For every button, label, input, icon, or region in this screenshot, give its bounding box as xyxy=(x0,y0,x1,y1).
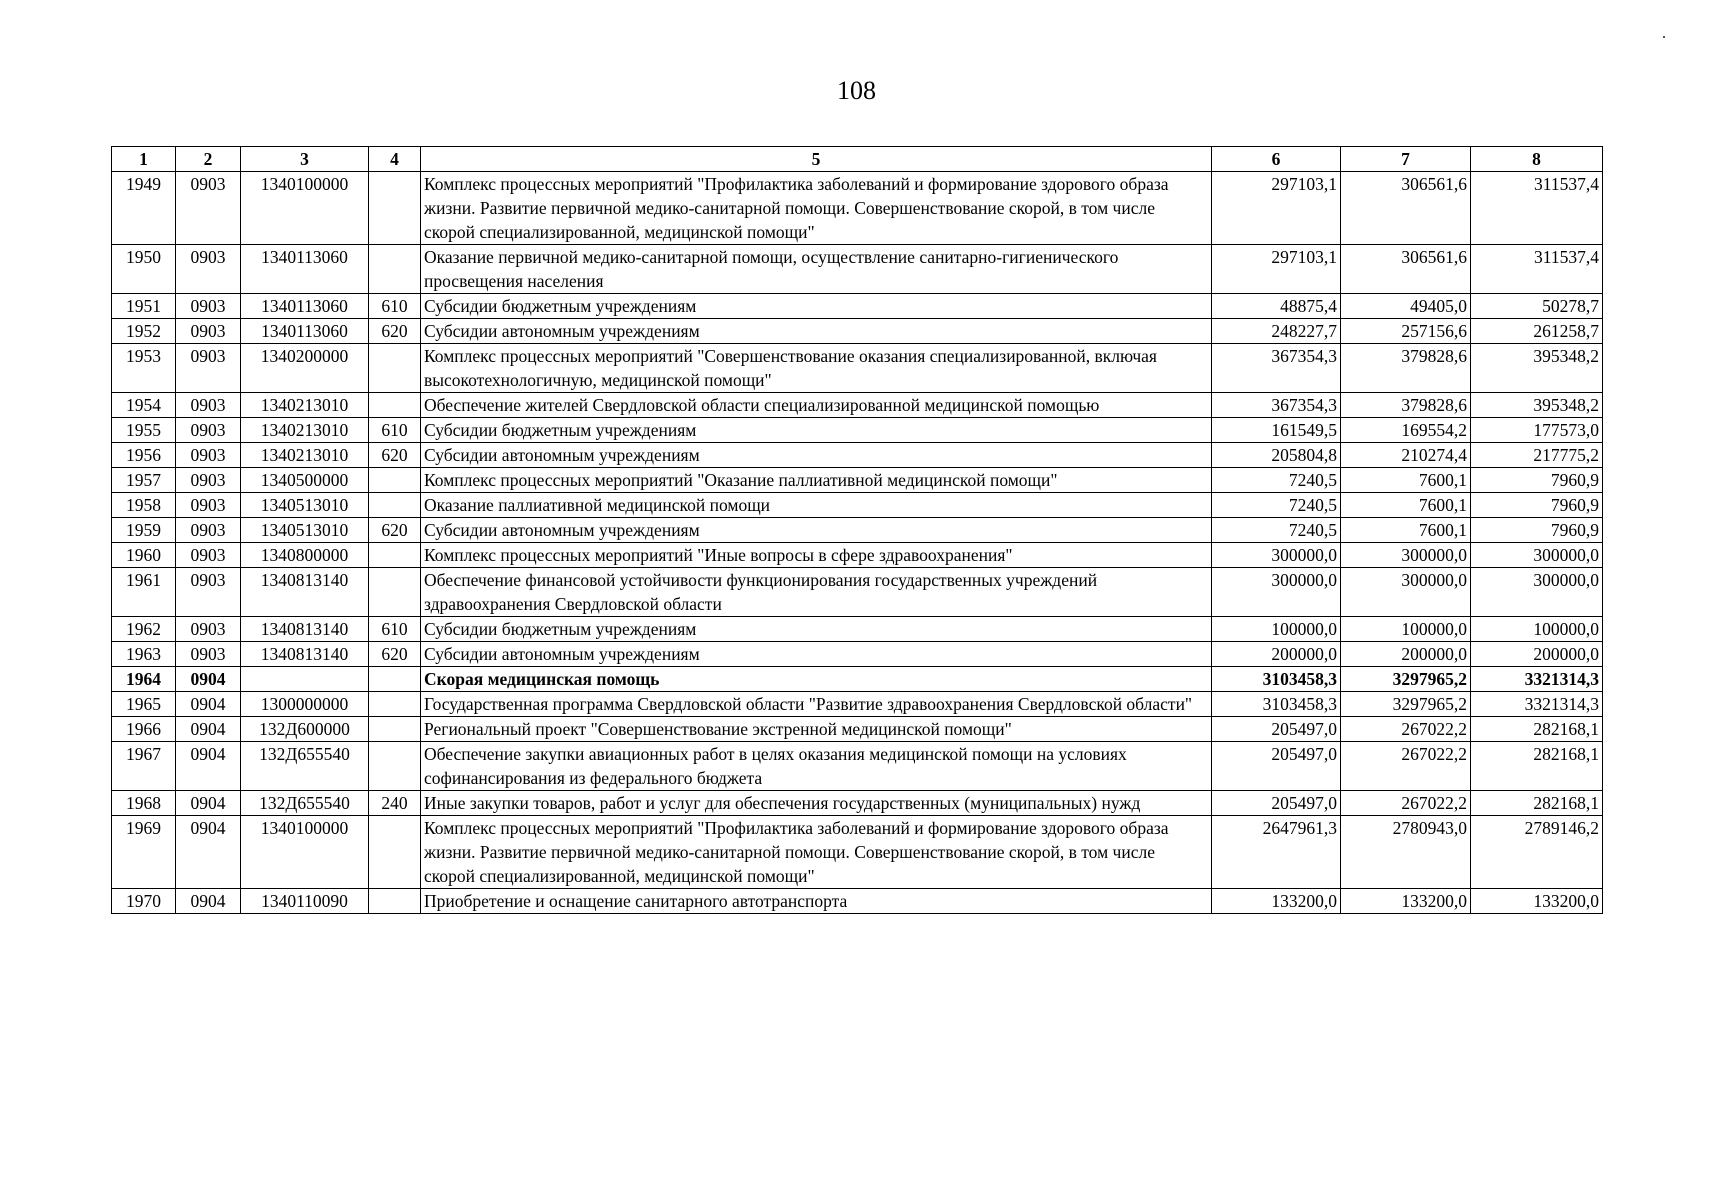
amount-col7-cell: 267022,2 xyxy=(1341,791,1471,816)
table-row xyxy=(112,889,1603,914)
amount-col8-cell: 395348,2 xyxy=(1471,393,1603,418)
item-name-cell: Субсидии автономным учреждениям xyxy=(421,319,1212,344)
section-code-cell: 0903 xyxy=(176,172,241,245)
amount-col8-cell: 300000,0 xyxy=(1471,543,1603,568)
amount-col6-cell: 367354,3 xyxy=(1212,393,1341,418)
target-code-cell: 1300000000 xyxy=(241,692,369,717)
target-code-cell: 1340200000 xyxy=(241,344,369,393)
amount-col7-cell: 257156,6 xyxy=(1341,319,1471,344)
table-row xyxy=(112,393,1603,418)
target-code-cell: 1340100000 xyxy=(241,816,369,889)
expense-type-cell: 240 xyxy=(369,791,421,816)
expense-type-cell: 610 xyxy=(369,617,421,642)
item-name-cell: Обеспечение закупки авиационных работ в целях оказания медицинской помощи на условиях софинансирования из федерального бюджета xyxy=(421,742,1212,791)
amount-col7-cell: 200000,0 xyxy=(1341,642,1471,667)
amount-col8-cell: 3321314,3 xyxy=(1471,692,1603,717)
header-col-3: 3 xyxy=(241,147,369,172)
amount-col7-cell: 3297965,2 xyxy=(1341,667,1471,692)
amount-col8-cell: 282168,1 xyxy=(1471,791,1603,816)
expense-type-cell xyxy=(369,717,421,742)
item-name-cell: Приобретение и оснащение санитарного автотранспорта xyxy=(421,889,1212,914)
item-name-cell: Комплекс процессных мероприятий "Иные вопросы в сфере здравоохранения" xyxy=(421,543,1212,568)
scan-speck xyxy=(1663,36,1665,38)
target-code-cell: 1340113060 xyxy=(241,245,369,294)
expense-type-cell xyxy=(369,393,421,418)
item-name-cell: Оказание паллиативной медицинской помощи xyxy=(421,493,1212,518)
amount-col7-cell: 379828,6 xyxy=(1341,393,1471,418)
amount-col8-cell: 133200,0 xyxy=(1471,889,1603,914)
table-row xyxy=(112,717,1603,742)
amount-col7-cell: 100000,0 xyxy=(1341,617,1471,642)
table-row xyxy=(112,418,1603,443)
amount-col6-cell: 297103,1 xyxy=(1212,172,1341,245)
table-row xyxy=(112,245,1603,294)
row-number-cell: 1968 xyxy=(112,791,176,816)
amount-col7-cell: 2780943,0 xyxy=(1341,816,1471,889)
amount-col6-cell: 200000,0 xyxy=(1212,642,1341,667)
expense-type-cell xyxy=(369,889,421,914)
row-number-cell: 1956 xyxy=(112,443,176,468)
header-col-8: 8 xyxy=(1471,147,1603,172)
item-name-cell: Субсидии бюджетным учреждениям xyxy=(421,418,1212,443)
row-number-cell: 1959 xyxy=(112,518,176,543)
amount-col7-cell: 267022,2 xyxy=(1341,717,1471,742)
amount-col8-cell: 311537,4 xyxy=(1471,172,1603,245)
row-number-cell: 1965 xyxy=(112,692,176,717)
amount-col7-cell: 300000,0 xyxy=(1341,568,1471,617)
target-code-cell: 1340213010 xyxy=(241,443,369,468)
table-row xyxy=(112,617,1603,642)
item-name-cell: Обеспечение жителей Свердловской области специализированной медицинской помощью xyxy=(421,393,1212,418)
expense-type-cell xyxy=(369,692,421,717)
expense-type-cell xyxy=(369,468,421,493)
amount-col6-cell: 300000,0 xyxy=(1212,543,1341,568)
amount-col7-cell: 300000,0 xyxy=(1341,543,1471,568)
amount-col7-cell: 7600,1 xyxy=(1341,518,1471,543)
item-name-cell: Оказание первичной медико-санитарной помощи, осуществление санитарно-гигиенического просвещения населения xyxy=(421,245,1212,294)
amount-col7-cell: 210274,4 xyxy=(1341,443,1471,468)
target-code-cell: 1340513010 xyxy=(241,518,369,543)
budget-table xyxy=(111,146,1603,914)
section-code-cell: 0903 xyxy=(176,393,241,418)
row-number-cell: 1951 xyxy=(112,294,176,319)
amount-col7-cell: 306561,6 xyxy=(1341,245,1471,294)
amount-col6-cell: 7240,5 xyxy=(1212,493,1341,518)
item-name-cell: Государственная программа Свердловской области "Развитие здравоохранения Свердловской области" xyxy=(421,692,1212,717)
amount-col7-cell: 267022,2 xyxy=(1341,742,1471,791)
amount-col6-cell: 3103458,3 xyxy=(1212,692,1341,717)
section-code-cell: 0903 xyxy=(176,642,241,667)
amount-col6-cell: 133200,0 xyxy=(1212,889,1341,914)
target-code-cell: 1340813140 xyxy=(241,617,369,642)
section-code-cell: 0904 xyxy=(176,889,241,914)
item-name-cell: Иные закупки товаров, работ и услуг для обеспечения государственных (муниципальных) нужд xyxy=(421,791,1212,816)
amount-col7-cell: 3297965,2 xyxy=(1341,692,1471,717)
amount-col8-cell: 2789146,2 xyxy=(1471,816,1603,889)
expense-type-cell xyxy=(369,344,421,393)
target-code-cell: 1340213010 xyxy=(241,393,369,418)
row-number-cell: 1960 xyxy=(112,543,176,568)
amount-col6-cell: 297103,1 xyxy=(1212,245,1341,294)
item-name-cell: Субсидии бюджетным учреждениям xyxy=(421,294,1212,319)
expense-type-cell: 620 xyxy=(369,319,421,344)
amount-col8-cell: 282168,1 xyxy=(1471,742,1603,791)
header-col-2: 2 xyxy=(176,147,241,172)
header-col-6: 6 xyxy=(1212,147,1341,172)
amount-col8-cell: 7960,9 xyxy=(1471,468,1603,493)
item-name-cell: Комплекс процессных мероприятий "Профилактика заболеваний и формирование здорового образа жизни. Развитие первичной медико-санитарной помощи. Совершенствование скорой, в том числе скорой специализированной, медицинской помощи" xyxy=(421,172,1212,245)
header-col-5: 5 xyxy=(421,147,1212,172)
target-code-cell: 1340500000 xyxy=(241,468,369,493)
expense-type-cell: 620 xyxy=(369,642,421,667)
target-code-cell xyxy=(241,667,369,692)
row-number-cell: 1949 xyxy=(112,172,176,245)
amount-col7-cell: 7600,1 xyxy=(1341,468,1471,493)
item-name-cell: Комплекс процессных мероприятий "Совершенствование оказания специализированной, включая высокотехнологичную, медицинской помощи" xyxy=(421,344,1212,393)
table-row xyxy=(112,791,1603,816)
page-number: 108 xyxy=(837,76,876,105)
amount-col6-cell: 100000,0 xyxy=(1212,617,1341,642)
row-number-cell: 1970 xyxy=(112,889,176,914)
table-row xyxy=(112,568,1603,617)
table-row xyxy=(112,518,1603,543)
expense-type-cell xyxy=(369,245,421,294)
item-name-cell: Обеспечение финансовой устойчивости функционирования государственных учреждений здравоохранения Свердловской области xyxy=(421,568,1212,617)
target-code-cell: 1340100000 xyxy=(241,172,369,245)
table-row xyxy=(112,816,1603,889)
amount-col6-cell: 2647961,3 xyxy=(1212,816,1341,889)
section-code-cell: 0904 xyxy=(176,692,241,717)
amount-col8-cell: 50278,7 xyxy=(1471,294,1603,319)
header-row xyxy=(112,147,1603,172)
amount-col8-cell: 3321314,3 xyxy=(1471,667,1603,692)
table-row xyxy=(112,294,1603,319)
table-row xyxy=(112,667,1603,692)
row-number-cell: 1955 xyxy=(112,418,176,443)
amount-col6-cell: 3103458,3 xyxy=(1212,667,1341,692)
row-number-cell: 1954 xyxy=(112,393,176,418)
amount-col6-cell: 205804,8 xyxy=(1212,443,1341,468)
row-number-cell: 1967 xyxy=(112,742,176,791)
amount-col8-cell: 7960,9 xyxy=(1471,518,1603,543)
amount-col8-cell: 177573,0 xyxy=(1471,418,1603,443)
row-number-cell: 1958 xyxy=(112,493,176,518)
item-name-cell: Субсидии автономным учреждениям xyxy=(421,518,1212,543)
section-code-cell: 0904 xyxy=(176,791,241,816)
table-row xyxy=(112,319,1603,344)
section-code-cell: 0904 xyxy=(176,667,241,692)
amount-col6-cell: 248227,7 xyxy=(1212,319,1341,344)
target-code-cell: 1340113060 xyxy=(241,294,369,319)
row-number-cell: 1962 xyxy=(112,617,176,642)
section-code-cell: 0903 xyxy=(176,319,241,344)
row-number-cell: 1957 xyxy=(112,468,176,493)
item-name-cell: Субсидии автономным учреждениям xyxy=(421,443,1212,468)
amount-col6-cell: 48875,4 xyxy=(1212,294,1341,319)
amount-col7-cell: 379828,6 xyxy=(1341,344,1471,393)
table-row xyxy=(112,172,1603,245)
item-name-cell: Комплекс процессных мероприятий "Профилактика заболеваний и формирование здорового образа жизни. Развитие первичной медико-санитарной помощи. Совершенствование скорой, в том числе скорой специализированной, медицинской помощи" xyxy=(421,816,1212,889)
item-name-cell: Субсидии бюджетным учреждениям xyxy=(421,617,1212,642)
section-code-cell: 0903 xyxy=(176,443,241,468)
table-row xyxy=(112,493,1603,518)
section-code-cell: 0903 xyxy=(176,418,241,443)
table-row xyxy=(112,692,1603,717)
target-code-cell: 1340110090 xyxy=(241,889,369,914)
amount-col7-cell: 133200,0 xyxy=(1341,889,1471,914)
amount-col8-cell: 395348,2 xyxy=(1471,344,1603,393)
section-code-cell: 0904 xyxy=(176,742,241,791)
row-number-cell: 1963 xyxy=(112,642,176,667)
row-number-cell: 1964 xyxy=(112,667,176,692)
target-code-cell: 132Д655540 xyxy=(241,791,369,816)
section-code-cell: 0903 xyxy=(176,518,241,543)
amount-col7-cell: 306561,6 xyxy=(1341,172,1471,245)
section-code-cell: 0904 xyxy=(176,816,241,889)
expense-type-cell xyxy=(369,667,421,692)
section-code-cell: 0903 xyxy=(176,245,241,294)
section-code-cell: 0903 xyxy=(176,568,241,617)
target-code-cell: 1340813140 xyxy=(241,642,369,667)
amount-col7-cell: 49405,0 xyxy=(1341,294,1471,319)
table-row xyxy=(112,642,1603,667)
row-number-cell: 1952 xyxy=(112,319,176,344)
expense-type-cell xyxy=(369,816,421,889)
table-row xyxy=(112,468,1603,493)
section-code-cell: 0903 xyxy=(176,468,241,493)
item-name-cell: Субсидии автономным учреждениям xyxy=(421,642,1212,667)
row-number-cell: 1961 xyxy=(112,568,176,617)
table-row xyxy=(112,443,1603,468)
item-name-cell: Скорая медицинская помощь xyxy=(421,667,1212,692)
expense-type-cell: 620 xyxy=(369,443,421,468)
expense-type-cell: 610 xyxy=(369,294,421,319)
amount-col8-cell: 282168,1 xyxy=(1471,717,1603,742)
section-code-cell: 0904 xyxy=(176,717,241,742)
table-row xyxy=(112,344,1603,393)
amount-col6-cell: 205497,0 xyxy=(1212,742,1341,791)
expense-type-cell xyxy=(369,493,421,518)
amount-col8-cell: 200000,0 xyxy=(1471,642,1603,667)
amount-col6-cell: 367354,3 xyxy=(1212,344,1341,393)
expense-type-cell: 610 xyxy=(369,418,421,443)
table-row xyxy=(112,543,1603,568)
target-code-cell: 1340213010 xyxy=(241,418,369,443)
target-code-cell: 132Д655540 xyxy=(241,742,369,791)
amount-col8-cell: 100000,0 xyxy=(1471,617,1603,642)
row-number-cell: 1969 xyxy=(112,816,176,889)
amount-col6-cell: 205497,0 xyxy=(1212,791,1341,816)
amount-col8-cell: 217775,2 xyxy=(1471,443,1603,468)
amount-col6-cell: 161549,5 xyxy=(1212,418,1341,443)
amount-col8-cell: 7960,9 xyxy=(1471,493,1603,518)
target-code-cell: 1340800000 xyxy=(241,543,369,568)
section-code-cell: 0903 xyxy=(176,294,241,319)
target-code-cell: 1340813140 xyxy=(241,568,369,617)
item-name-cell: Комплекс процессных мероприятий "Оказание паллиативной медицинской помощи" xyxy=(421,468,1212,493)
table-row xyxy=(112,742,1603,791)
row-number-cell: 1966 xyxy=(112,717,176,742)
target-code-cell: 1340113060 xyxy=(241,319,369,344)
table-body xyxy=(112,172,1603,914)
amount-col8-cell: 261258,7 xyxy=(1471,319,1603,344)
expense-type-cell xyxy=(369,742,421,791)
header-col-1: 1 xyxy=(112,147,176,172)
expense-type-cell xyxy=(369,543,421,568)
amount-col6-cell: 7240,5 xyxy=(1212,468,1341,493)
header-col-7: 7 xyxy=(1341,147,1471,172)
amount-col7-cell: 7600,1 xyxy=(1341,493,1471,518)
amount-col8-cell: 300000,0 xyxy=(1471,568,1603,617)
expense-type-cell xyxy=(369,568,421,617)
section-code-cell: 0903 xyxy=(176,617,241,642)
expense-type-cell xyxy=(369,172,421,245)
target-code-cell: 132Д600000 xyxy=(241,717,369,742)
section-code-cell: 0903 xyxy=(176,493,241,518)
amount-col6-cell: 7240,5 xyxy=(1212,518,1341,543)
amount-col8-cell: 311537,4 xyxy=(1471,245,1603,294)
amount-col6-cell: 300000,0 xyxy=(1212,568,1341,617)
expense-type-cell: 620 xyxy=(369,518,421,543)
amount-col6-cell: 205497,0 xyxy=(1212,717,1341,742)
row-number-cell: 1950 xyxy=(112,245,176,294)
item-name-cell: Региональный проект "Совершенствование экстренной медицинской помощи" xyxy=(421,717,1212,742)
target-code-cell: 1340513010 xyxy=(241,493,369,518)
row-number-cell: 1953 xyxy=(112,344,176,393)
header-col-4: 4 xyxy=(369,147,421,172)
amount-col7-cell: 169554,2 xyxy=(1341,418,1471,443)
section-code-cell: 0903 xyxy=(176,344,241,393)
section-code-cell: 0903 xyxy=(176,543,241,568)
